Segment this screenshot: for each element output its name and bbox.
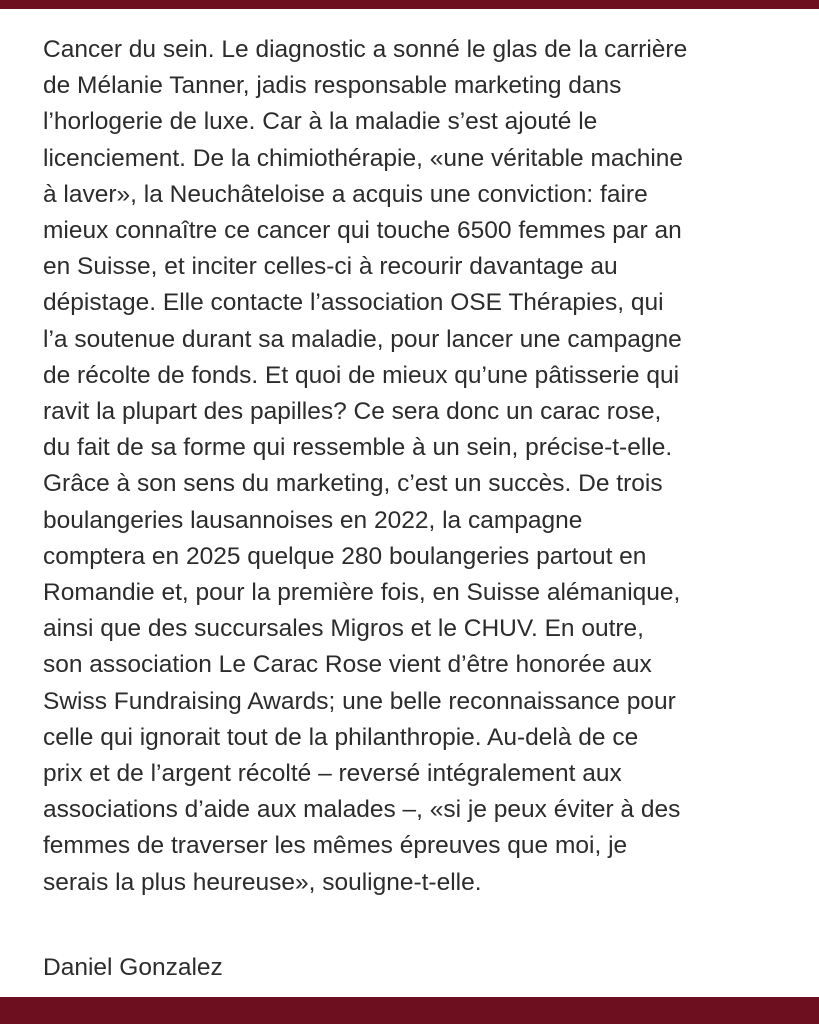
article-line: du fait de sa forme qui ressemble à un sein, précise-t-elle. [43,434,673,462]
article-line: celle qui ignorait tout de la philanthropie. Au-delà de ce [43,723,639,751]
author-byline: Daniel Gonzalez [43,954,223,981]
article-line: dépistage. Elle contacte l’association OSE Thérapies, qui [43,289,664,317]
article-line: Grâce à son sens du marketing, c’est un succès. De trois [43,470,663,498]
article-line: Romandie et, pour la première fois, en Suisse alémanique, [43,579,681,607]
article-line: de Mélanie Tanner, jadis responsable marketing dans [43,72,622,100]
article-line: son association Le Carac Rose vient d’être honorée aux [43,651,652,679]
article-line: boulangeries lausannoises en 2022, la campagne [43,506,583,534]
article-line: en Suisse, et inciter celles-ci à recourir davantage au [43,253,618,281]
article-line: mieux connaître ce cancer qui touche 6500 femmes par an [43,217,682,245]
bottom-accent-bar [0,997,819,1024]
article-line: ainsi que des succursales Migros et le CHUV. En outre, [43,615,644,643]
article-line: femmes de traverser les mêmes épreuves que moi, je [43,832,628,860]
top-accent-bar [0,0,819,9]
article-line: Swiss Fundraising Awards; une belle reconnaissance pour [43,687,676,715]
article-body [43,32,803,901]
article-line: de récolte de fonds. Et quoi de mieux qu’une pâtisserie qui [43,361,680,389]
article-line: licenciement. De la chimiothérapie, «une véritable machine [43,144,684,172]
article-line: l’a soutenue durant sa maladie, pour lancer une campagne [43,325,682,353]
article-line: prix et de l’argent récolté – reversé intégralement aux [43,760,622,788]
article-line: ravit la plupart des papilles? Ce sera donc un carac rose, [43,398,662,426]
article-line: associations d’aide aux malades –, «si je peux éviter à des [43,796,681,824]
article-line: serais la plus heureuse», souligne-t-elle. [43,868,482,896]
article-line: à laver», la Neuchâteloise a acquis une conviction: faire [43,180,648,208]
article-line: comptera en 2025 quelque 280 boulangeries partout en [43,542,647,570]
article-line: Cancer du sein. Le diagnostic a sonné le glas de la carrière [43,36,688,63]
article-line: l’horlogerie de luxe. Car à la maladie s’est ajouté le [43,108,598,136]
